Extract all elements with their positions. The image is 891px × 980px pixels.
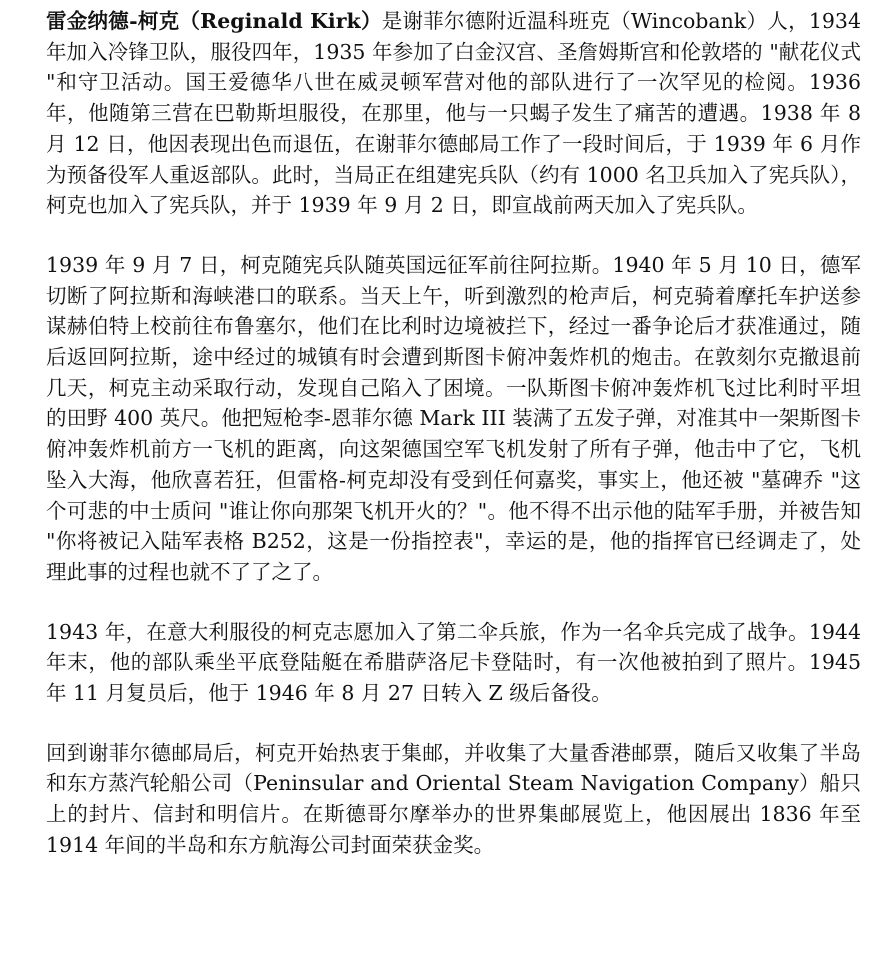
- paragraph-1-lead-bold: 雷金纳德-柯克（Reginald Kirk）: [46, 9, 382, 33]
- paragraph-1: [46, 6, 861, 221]
- paragraph-4: 回到谢菲尔德邮局后，柯克开始热衷于集邮，并收集了大量香港邮票，随后又收集了半岛和东方蒸汽轮船公司（Peninsular and Oriental Steam Navigation Company）船只上的封片、信封和明信片。在斯德哥尔摩举办的世界集邮展览上，他因展出 1836 年至 1914 年间的半岛和东方航海公司封面荣获金奖。: [46, 740, 861, 857]
- paragraph-2: 1939 年 9 月 7 日，柯克随宪兵队随英国远征军前往阿拉斯。1940 年 5 月 10 日，德军切断了阿拉斯和海峡港口的联系。当天上午，听到激烈的枪声后，柯克骑着摩托车护送参谋赫伯特上校前往布鲁塞尔，他们在比利时边境被拦下，经过一番争论后才获准通过，随后返回阿拉斯，途中经过的城镇有时会遭到斯图卡俯冲轰炸机的炮击。在敦刻尔克撤退前几天，柯克主动采取行动，发现自己陷入了困境。一队斯图卡俯冲轰炸机飞过比利时平坦的田野 400 英尺。他把短枪李-恩菲尔德 Mark III 装满了五发子弹，对准其中一架斯图卡俯冲轰炸机前方一飞机的距离，向这架德国空军飞机发射了所有子弹，他击中了它，飞机坠入大海，他欣喜若狂，但雷格-柯克却没有受到任何嘉奖，事实上，他还被 "墓碑乔 "这个可悲的中士质问 "谁让你向那架飞机开火的？"。他不得不出示他的陆军手册，并被告知 "你将被记入陆军表格 B252，这是一份指控表"，幸运的是，他的指挥官已经调走了，处理此事的过程也就不了了之了。: [46, 252, 861, 584]
- paragraph-3: 1943 年，在意大利服役的柯克志愿加入了第二伞兵旅，作为一名伞兵完成了战争。1944 年末，他的部队乘坐平底登陆艇在希腊萨洛尼卡登陆时，有一次他被拍到了照片。1945 年 11 月复员后，他于 1946 年 8 月 27 日转入 Z 级后备役。: [46, 619, 861, 706]
- paragraph-1-text: 是谢菲尔德附近温科班克（Wincobank）人，1934 年加入冷锋卫队，服役四年，1935 年参加了白金汉宫、圣詹姆斯宫和伦敦塔的 "献花仪式 "和守卫活动。国王爱德华八世在威灵顿军营对他的部队进行了一次罕见的检阅。1936 年，他随第三营在巴勒斯坦服役，在那里，他与一只蝎子发生了痛苦的遭遇。1938 年 8 月 12 日，他因表现出色而退伍，在谢菲尔德邮局工作了一段时间后，于 1939 年 6 月作为预备役军人重返部队。此时，当局正在组建宪兵队（约有 1000 名卫兵加入了宪兵队），柯克也加入了宪兵队，并于 1939 年 9 月 2 日，即宣战前两天加入了宪兵队。: [46, 9, 862, 218]
